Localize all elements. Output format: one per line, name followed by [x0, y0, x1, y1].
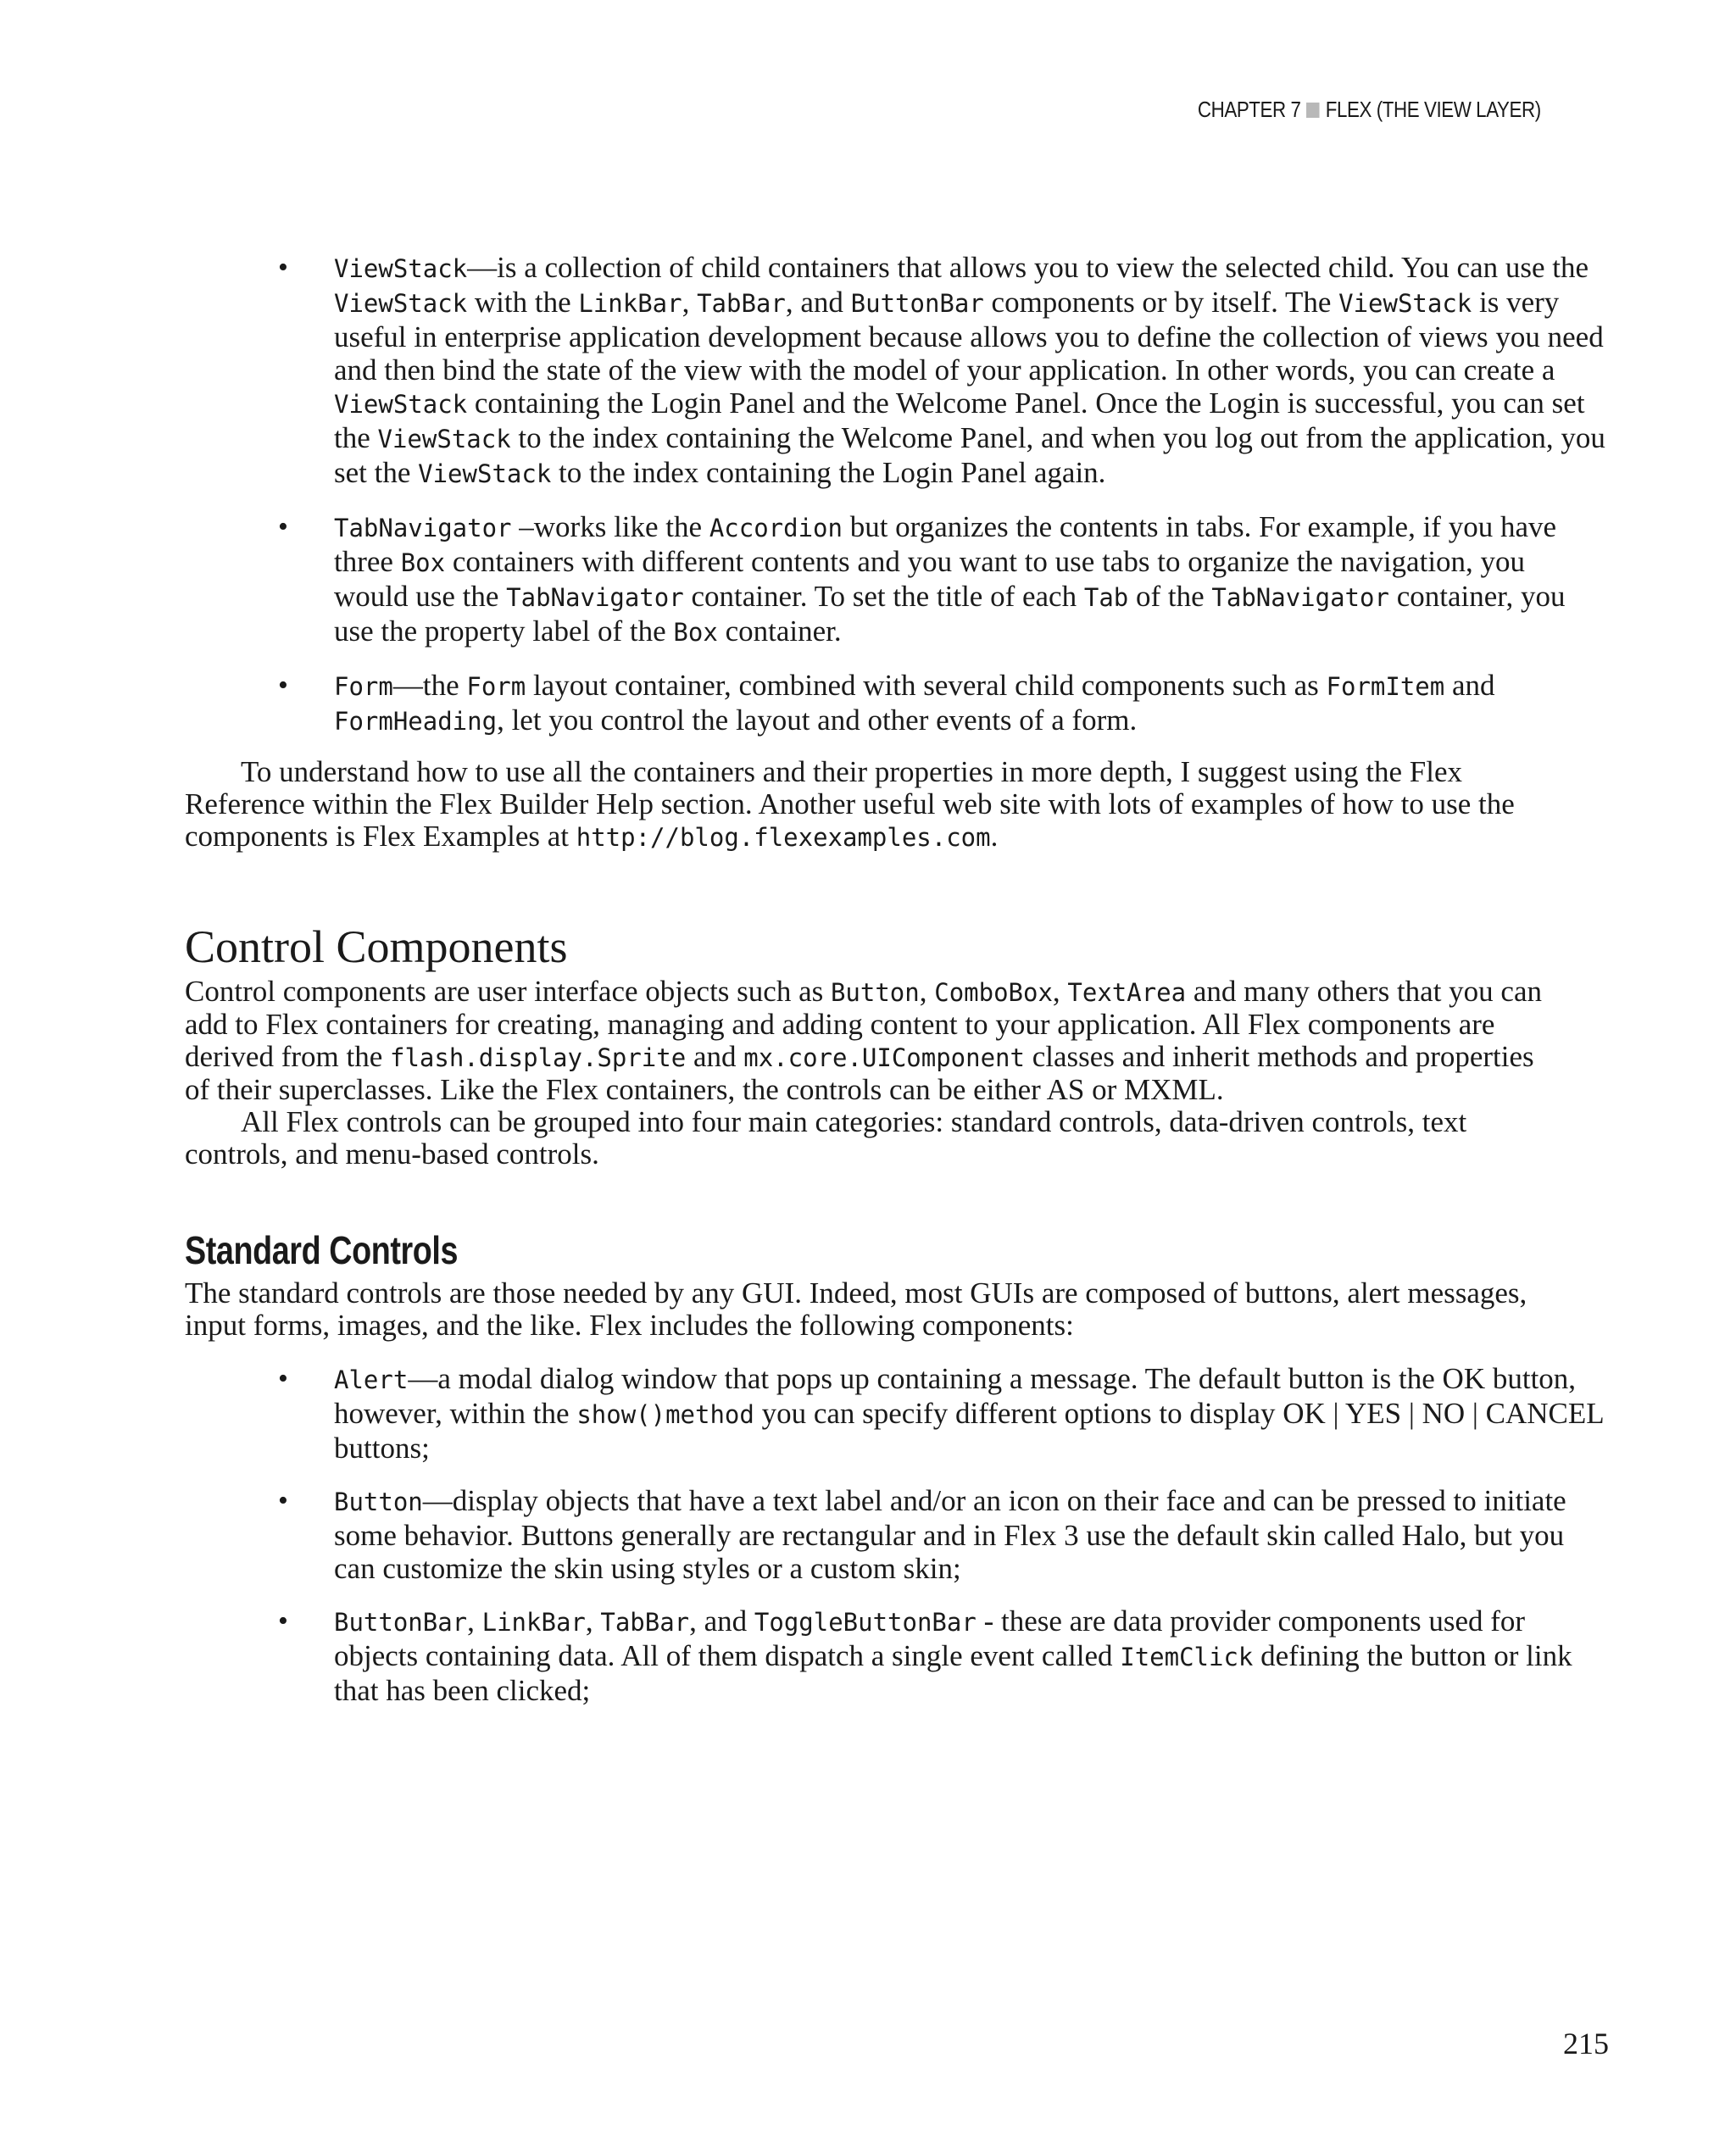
code-term: TextArea — [1067, 978, 1187, 1007]
bullet-icon: • — [278, 511, 288, 542]
text-run: and — [1444, 669, 1495, 702]
text-run: you can specify different options to display OK | YES | NO | CANCEL buttons; — [334, 1397, 1604, 1465]
code-term: FormHeading — [334, 707, 498, 736]
code-term: flash.display.Sprite — [390, 1043, 687, 1072]
text-run: , and — [689, 1604, 754, 1638]
code-term: TabNavigator — [334, 514, 512, 542]
text-run: , — [467, 1604, 482, 1638]
code-term: ViewStack — [334, 390, 468, 419]
text-run: . — [990, 820, 999, 853]
text-run: components or by itself. The — [983, 286, 1339, 319]
chapter-title: FLEX (THE VIEW LAYER) — [1326, 97, 1541, 122]
text-run: is a collection of child containers that allows you to view the selected child. You can use the — [497, 251, 1589, 284]
text-run: , — [585, 1604, 601, 1638]
text-run: , — [919, 975, 935, 1008]
code-term: Box — [400, 548, 446, 577]
list-item-viewstack — [185, 251, 1605, 491]
text-run: but organizes the contents in tabs. For example, if you have three — [334, 510, 1557, 578]
text-run: —a modal dialog window that pops up containing a message. The default button is the OK button, however, within the — [334, 1362, 1577, 1430]
code-term: Accordion — [709, 514, 843, 542]
code-term: ViewStack — [334, 254, 468, 283]
page-number: 215 — [1563, 2027, 1609, 2060]
text-run: to the index containing the Login Panel again. — [551, 456, 1106, 489]
text-run: —display objects that have a text label and/or an icon on their face and can be pressed to initiate some behavior. Buttons generally are rectangular and in Flex 3 use the default skin called Halo, but you can customize the skin using styles or a custom skin; — [334, 1484, 1566, 1585]
code-term: ButtonBar — [334, 1608, 468, 1637]
page-content — [185, 251, 1605, 1727]
code-term: ViewStack — [334, 289, 468, 318]
code-term: ItemClick — [1120, 1643, 1254, 1671]
containers-list — [185, 251, 1605, 738]
heading-standard-controls: Standard Controls — [185, 1228, 459, 1272]
text-run: –works like the — [511, 510, 709, 543]
text-run: - these are data provider components used for objects containing data. All of them dispatch a single event called — [334, 1604, 1526, 1672]
code-term: Button — [334, 1488, 423, 1516]
chapter-label: CHAPTER 7 — [1198, 97, 1301, 122]
text-run: containing the Login Panel and the Welcome Panel. Once the Login is successful, you can set the — [334, 386, 1585, 454]
text-run: , — [682, 286, 698, 319]
text-run: with the — [467, 286, 579, 319]
text-run: layout container, combined with several child components such as — [526, 669, 1327, 702]
bullet-icon: • — [278, 1363, 288, 1394]
heading-control-components: Control Components — [185, 921, 568, 972]
code-term: TabNavigator — [1211, 583, 1389, 612]
code-term: mx.core.UIComponent — [743, 1043, 1025, 1072]
text-run: , — [1052, 975, 1068, 1008]
running-head — [1198, 97, 1541, 123]
text-run: , let you control the layout and other events of a form. — [497, 703, 1138, 737]
list-item-button — [185, 1484, 1605, 1585]
code-term: FormItem — [1326, 672, 1445, 701]
code-term: Button — [830, 978, 920, 1007]
code-term: Box — [673, 618, 718, 647]
text-run: container, you use the property label of the — [334, 580, 1566, 648]
code-term: ViewStack — [1338, 289, 1472, 318]
text-run: is very useful in enterprise application development because allows you to define the collection of views you need and then bind the state of the view with the model of your application. In other words, you can create a — [334, 286, 1604, 386]
separator-square-icon — [1307, 103, 1320, 118]
code-term: ViewStack — [418, 459, 552, 488]
code-term: LinkBar — [481, 1608, 586, 1637]
list-item-buttonbar — [185, 1604, 1605, 1707]
list-item-form — [185, 669, 1605, 738]
text-run: container. To set the title of each — [683, 580, 1084, 613]
text-run: and many others that you can add to Flex containers for creating, managing and adding content to your application. All Flex components are derived from the — [185, 975, 1542, 1073]
understand-paragraph — [185, 756, 1558, 854]
bullet-icon: • — [278, 252, 288, 283]
code-term: Form — [466, 672, 526, 701]
bullet-icon: • — [278, 1605, 288, 1637]
text-run: To understand how to use all the containers and their properties in more depth, I suggest using the Flex Reference within the Flex Builder Help section. Another useful web site with lots of examples of how to use the components is Flex Examples at — [185, 755, 1515, 853]
bullet-icon: • — [278, 670, 288, 701]
code-term: TabBar — [697, 289, 786, 318]
code-term: ComboBox — [934, 978, 1053, 1007]
code-term: Tab — [1083, 583, 1129, 612]
text-run: of the — [1128, 580, 1212, 613]
url-link-text: http://blog.flexexamples.com — [576, 823, 991, 852]
code-term: ButtonBar — [850, 289, 984, 318]
standard-controls-intro: The standard controls are those needed by any GUI. Indeed, most GUIs are composed of buttons, alert messages, input forms, images, and the like. Flex includes the following components: — [185, 1276, 1527, 1342]
text-run: container. — [717, 614, 842, 648]
control-components-paragraph — [185, 976, 1558, 1106]
code-term: ToggleButtonBar — [754, 1608, 976, 1637]
list-item-tabnavigator — [185, 510, 1605, 649]
text-run: Control components are user interface objects such as — [185, 975, 831, 1008]
text-run: and — [686, 1040, 744, 1073]
standard-controls-list — [185, 1362, 1604, 1707]
text-run: , and — [785, 286, 851, 319]
code-term: ViewStack — [377, 425, 511, 453]
code-term: LinkBar — [578, 289, 682, 318]
text-run: defining the button or link that has been clicked; — [334, 1639, 1572, 1707]
code-term: show()method — [576, 1400, 754, 1429]
bullet-icon: • — [278, 1485, 288, 1516]
code-term: Alert — [334, 1365, 409, 1394]
spacer — [185, 1342, 1558, 1362]
text-run: classes and inherit methods and properties of their superclasses. Like the Flex containers, the controls can be either AS or MXML. — [185, 1040, 1534, 1106]
text-run: — — [467, 251, 498, 284]
text-run: —the — [392, 669, 467, 702]
code-term: Form — [334, 672, 393, 701]
text-run: containers with different contents and you want to use tabs to organize the navigation, you would use the — [334, 545, 1526, 613]
list-item-alert — [185, 1362, 1605, 1465]
code-term: TabNavigator — [506, 583, 684, 612]
code-term: TabBar — [600, 1608, 690, 1637]
control-categories-paragraph: All Flex controls can be grouped into four main categories: standard controls, data-driven controls, text controls, and menu-based controls. — [185, 1105, 1467, 1171]
text-run: to the index containing the Welcome Panel, and when you log out from the application, you set the — [334, 421, 1605, 489]
